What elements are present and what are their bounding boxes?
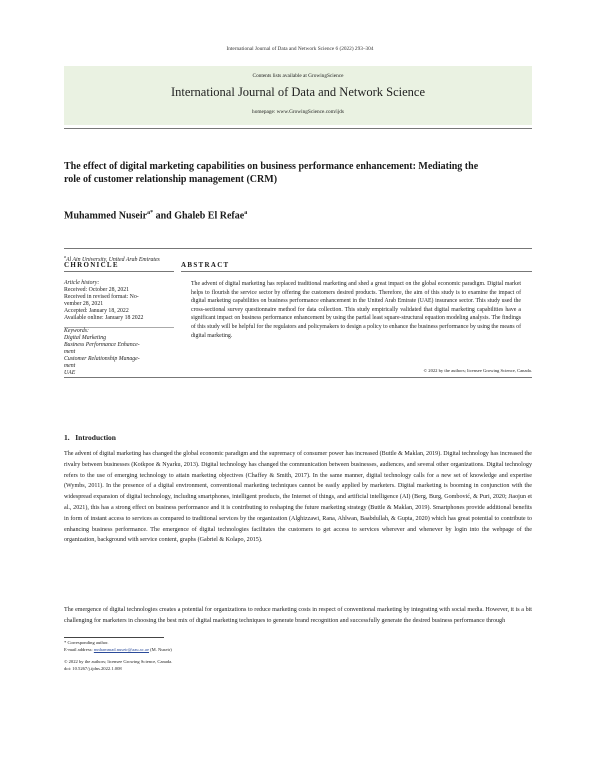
revised-date-2: vember 28, 2021 [64,301,104,307]
journal-homepage[interactable]: homepage: www.GrowingScience.com/ijds [252,109,344,115]
history-label: Article history: [64,280,100,286]
chronicle-rule [64,271,174,272]
authors-rule [64,248,532,249]
abstract-heading: ABSTRACT [181,261,230,269]
abstract-body: The advent of digital marketing has replaced traditional marketing and shed a great impact on the global economic paradigm. Digital market helps to flourish the service sector by offering the customers desired products. Therefore, the aim of this study is to examine the impact of digital marketing capabilities on business performance enhancement in the United Arab Emirate (UAE) insurance sector. This study used the cross-sectional survey questionnaire method for data collection. This study empirically validated that digital marketing capabilities have a significant impact on business performance enhancement by using the partial least square-structural equation modeling analysis. The findings of this study will be helpful for the regulators and policymakers to design a policy to enhance the business performance by using the means of digital marketing. [191,281,521,339]
keyword-1: Digital Marketing [64,335,107,341]
email-line [64,647,172,654]
abstract-copyright: © 2022 by the authors; licensee Growing Science, Canada. [423,368,532,373]
intro-paragraph-1: The advent of digital marketing has changed the global economic paradigm and the supremacy of consumer power has increased (Buttle & Maklan, 2019). Digital technology has increased the rivalry between businesses (Kotkpoe & Nyarku, 2013). Digital technology has changed the communication between businesses, audiences, and several other organizations. Digital technology refers to the use of emerging technology to attain marketing objectives (Chaffey & Smith, 2017). In the same manner, digital technology calls for a new set of knowledge and expertise (Wymbs, 2011). In the presence of a digital environment, conventional marketing techniques cannot be easily applied by marketers. Digital marketing is booming in conjunction with the widespread expansion of digital technology, including smartphones, intelligent products, the Internet of things, and artificial intelligence (AI) (Berg, Burg, Gombović, & Puri, 2020; Jiaojun et al., 2021), this has a strong effect on business performance and it is contributing to reshaping the future marketing strategy (Buttle & Maklan, 2019). Smartphones provide additional benefits in form of instant access to services as compared to traditional services by the organization (Alghizzawi, Rana, Ahlwan, Baabdullah, & Gupta, 2020) which has great potential to contribute to enhancing business performance. The emergence of digital technologies facilitates the customers to get access to services wherever and whenever by login into the webpage of the organization, background with service content, graphs (Gabriel & Kolapo, 2015). [64,451,532,544]
keywords-label: Keywords: [64,328,89,334]
chronicle-heading: CHRONICLE [64,261,119,269]
journal-title: International Journal of Data and Network Science [170,85,426,99]
revised-date-1: Received in revised format: No- [64,294,139,300]
footer-copyright: © 2022 by the authors; licensee Growing Science, Canada. [64,659,173,664]
title-line-2: role of customer relationship management (CRM) [64,174,278,185]
masthead-contents: Contents lists available at GrowingScience [252,73,344,79]
accepted-date: Accepted: January 18, 2022 [64,308,129,314]
author-1: Muhammed Nuseir [64,210,148,222]
article-history [64,280,174,322]
keywords [64,328,174,377]
introduction-heading: 1. Introduction [64,433,116,442]
affiliation-text: Al Ain University, United Arab Emirates [66,256,160,263]
journal-masthead [64,66,532,125]
author-and: and [153,210,175,222]
author-1-sup: a* [147,210,154,216]
keyword-3: Customer Relationship Manage- [64,356,140,362]
email-label: E-mail address: [64,646,94,652]
header-rule [64,128,532,129]
corresponding-note: * Corresponding author. [64,640,109,645]
footnotes [64,640,172,672]
affiliation-sup: a [64,254,66,259]
article-title [64,160,534,186]
author-2-sup: a [244,210,248,216]
running-head: International Journal of Data and Network Science 6 (2022) 293–304 [226,46,374,52]
footnote-rule [64,637,164,638]
keyword-3-cont: ment [64,363,76,369]
email-suffix: (M. Nuseir) [148,646,172,652]
author-2: Ghaleb El Refae [174,210,245,222]
received-date: Received: October 28, 2021 [64,287,130,293]
abstract-bottom-rule [64,377,532,378]
keyword-2: Business Performance Enhance- [64,342,140,348]
intro-paragraph-2: The emergence of digital technologies creates a potential for organizations to reduce marketing costs in respect of conventional marketing by integrating with social media. However, it is a bit challenging for marketers in choosing the best mix of digital marketing techniques to generate brand recognition and successfully generate the desired business performance through [64,607,532,624]
keyword-4: UAE [64,370,76,376]
online-date: Available online: January 18 2022 [64,315,144,321]
email-link[interactable]: mnhammad.nuseir@aau.ac.ae [93,646,149,652]
title-line-1: The effect of digital marketing capabilities on business performance enhancement: Mediating the [64,161,479,172]
authors [64,210,247,221]
keyword-2-cont: ment [64,349,76,355]
doi[interactable]: doi: 10.5267/j.ijdns.2022.1.008 [64,665,122,671]
abstract-rule [181,271,532,272]
